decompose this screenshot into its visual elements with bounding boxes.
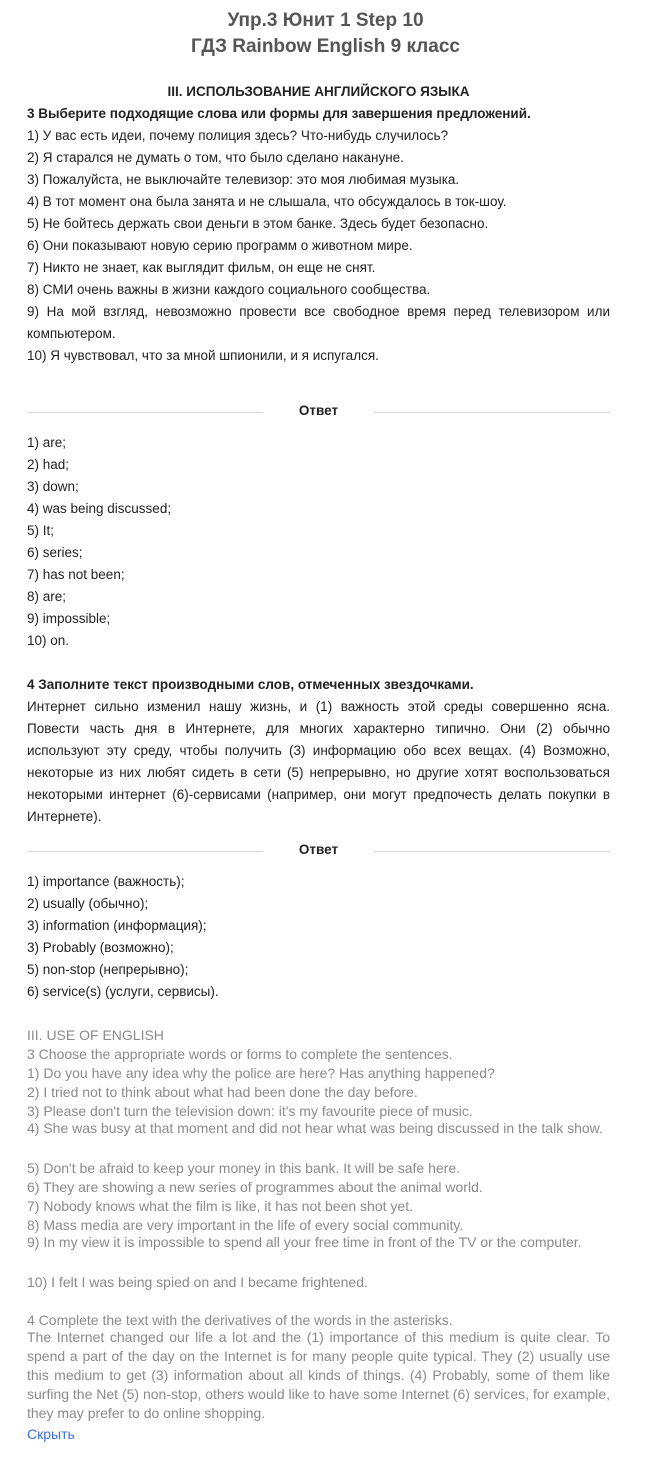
list-item: 10) Я чувствовал, что за мной шпионили, и я испугался. <box>27 348 379 363</box>
list-item: 4) В тот момент она была занята и не слышала, что обсуждалось в ток-шоу. <box>27 194 507 209</box>
list-item: 7) Никто не знает, как выглядит фильм, он еще не снят. <box>27 260 376 275</box>
english-task4-text: The Internet changed our life a lot and the (1) importance of this medium is quite clear. To spend a part of the day on the Internet is for many people quite typical. They (2) usually use this medium to get (3) information about all kinds of things. (4) Probably, some of them like surfing the Net (5) non-stop, others would like to have some Internet (6) services, for example, they may prefer to do online shopping. <box>27 1329 610 1421</box>
task3-title: 3 Выберите подходящие слова или формы для завершения предложений. <box>27 106 531 121</box>
answer-item: 8) are; <box>27 589 67 604</box>
list-item: 1) У вас есть идеи, почему полиция здесь? Что-нибудь случилось? <box>27 128 449 143</box>
english-item: 5) Don't be afraid to keep your money in this bank. It will be safe here. <box>27 1160 461 1176</box>
english-heading: III. USE OF ENGLISH <box>27 1027 164 1043</box>
answer-divider <box>27 401 610 423</box>
english-task3-title: 3 Choose the appropriate words or forms to complete the sentences. <box>27 1046 453 1062</box>
answer-item: 1) are; <box>27 435 67 450</box>
answer-item: 2) had; <box>27 457 70 472</box>
divider-line <box>374 412 610 413</box>
hide-link[interactable]: Скрыть <box>27 1426 75 1442</box>
task4-text: Интернет сильно изменил нашу жизнь, и (1) важность этой среды совершенно ясна. Повести часть дня в Интернете, для многих характерно типично. Они (2) обычно используют эту среду, чтобы получить (3) информацию обо всех вещах. (4) Возможно, некоторые из них любят сидеть в сети (5) непрерывно, но другие хотят воспользоваться некоторыми интернет (6)-сервисами (например, они могут предпочесть делать покупки в Интернете). <box>27 699 610 824</box>
answer-item: 1) importance (важность); <box>27 874 185 889</box>
english-item: 8) Mass media are very important in the life of every social community. <box>27 1217 464 1233</box>
english-item: 7) Nobody knows what the film is like, it has not been shot yet. <box>27 1198 413 1214</box>
divider-line <box>374 851 610 852</box>
list-item: 8) СМИ очень важны в жизни каждого социального сообщества. <box>27 282 431 297</box>
english-item: 6) They are showing a new series of programmes about the animal world. <box>27 1179 483 1195</box>
english-item: 9) In my view it is impossible to spend all your free time in front of the TV or the computer. <box>27 1234 582 1250</box>
english-item: 3) Please don't turn the television down: it's my favourite piece of music. <box>27 1103 473 1119</box>
english-item: 1) Do you have any idea why the police are here? Has anything happened? <box>27 1065 495 1081</box>
list-item: 6) Они показывают новую серию программ о животном мире. <box>27 238 413 253</box>
answer-item: 5) It; <box>27 523 55 538</box>
answer-item: 4) was being discussed; <box>27 501 172 516</box>
list-item: 9) На мой взгляд, невозможно провести все свободное время перед телевизором или компьютером. <box>27 304 610 341</box>
answer-item: 2) usually (обычно); <box>27 896 149 911</box>
answer-item: 3) Probably (возможно); <box>27 940 174 955</box>
list-item: 3) Пожалуйста, не выключайте телевизор: это моя любимая музыка. <box>27 172 460 187</box>
section-heading: III. ИСПОЛЬЗОВАНИЕ АНГЛИЙСКОГО ЯЗЫКА <box>167 84 470 99</box>
answer-label: Ответ <box>298 842 339 857</box>
english-task4-title: 4 Complete the text with the derivatives of the words in the asterisks. <box>27 1312 453 1328</box>
english-item: 10) I felt I was being spied on and I became frightened. <box>27 1274 368 1290</box>
answer-label: Ответ <box>298 403 339 418</box>
answer-item: 7) has not been; <box>27 567 125 582</box>
answer-item: 5) non-stop (непрерывно); <box>27 962 189 977</box>
answer-item: 3) information (информация); <box>27 918 207 933</box>
page-title: Упр.3 Юнит 1 Step 10 <box>227 10 424 31</box>
answer-item: 3) down; <box>27 479 79 494</box>
english-item: 2) I tried not to think about what had been done the day before. <box>27 1084 418 1100</box>
answer-item: 9) impossible; <box>27 611 111 626</box>
list-item: 5) Не бойтесь держать свои деньги в этом банке. Здесь будет безопасно. <box>27 216 489 231</box>
answer-item: 10) on. <box>27 633 70 648</box>
english-item: 4) She was busy at that moment and did not hear what was being discussed in the talk show. <box>27 1120 603 1136</box>
task4-title: 4 Заполните текст производными слов, отмеченных звездочками. <box>27 677 474 692</box>
page-subtitle: ГДЗ Rainbow English 9 класс <box>191 36 460 57</box>
answer-item: 6) service(s) (услуги, сервисы). <box>27 984 219 999</box>
answer-divider <box>27 840 610 862</box>
answer-item: 6) series; <box>27 545 83 560</box>
list-item: 2) Я старался не думать о том, что было сделано накануне. <box>27 150 404 165</box>
